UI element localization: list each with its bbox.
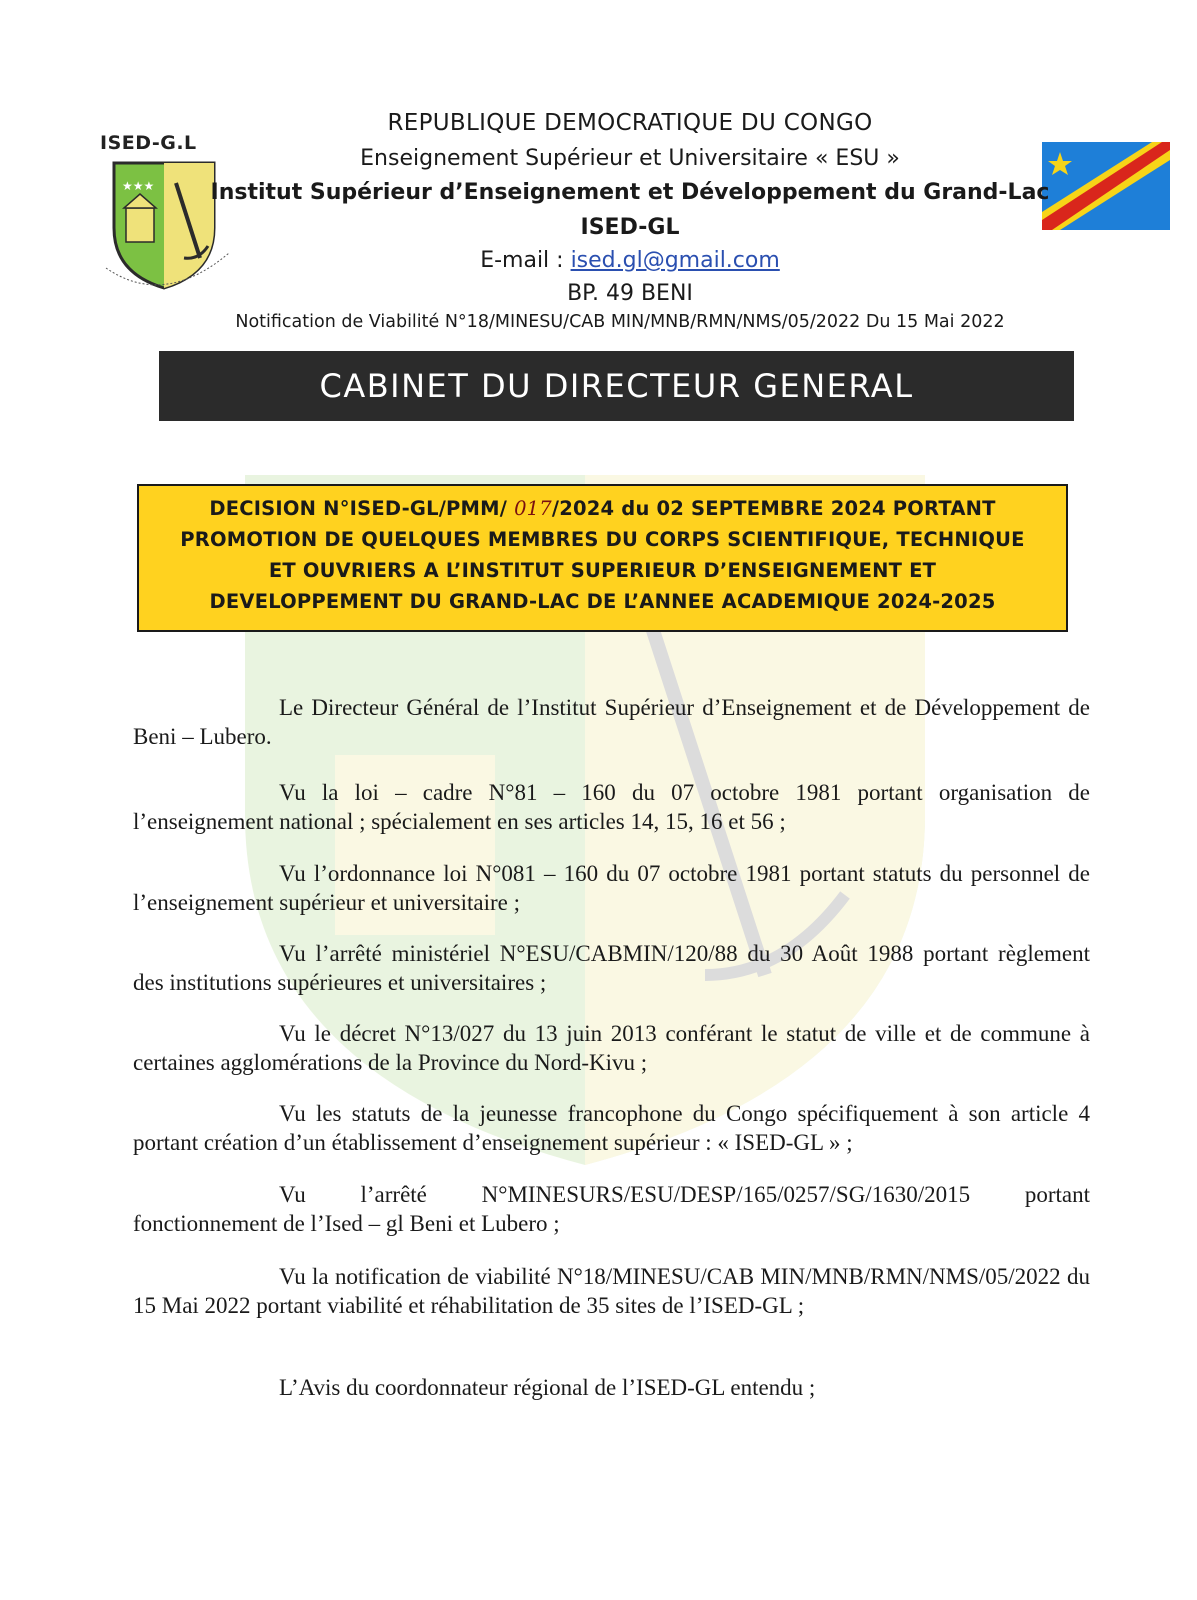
- handwritten-number: 017: [514, 497, 552, 520]
- paragraph-text: Vu l’arrêté ministériel N°ESU/CABMIN/120/88 du 30 Août 1988 portant règlement des institutions supérieures et universitaires ;: [133, 941, 1090, 995]
- postal-box: BP. 49 BENI: [567, 281, 693, 306]
- paragraph-text: Le Directeur Général de l’Institut Supérieur d’Enseignement et de Développement de Beni – Lubero.: [133, 695, 1090, 749]
- decision-line-4: DEVELOPPEMENT DU GRAND-LAC DE L’ANNEE ACADEMIQUE 2024-2025: [209, 590, 996, 613]
- paragraph-arrete-ministeriel: [133, 939, 1090, 997]
- cabinet-banner: CABINET DU DIRECTEUR GENERAL: [159, 351, 1074, 421]
- paragraph-text: Vu la notification de viabilité N°18/MINESU/CAB MIN/MNB/RMN/NMS/05/2022 du 15 Mai 2022 portant viabilité et réhabilitation de 35 sites de l’ISED-GL ;: [133, 1264, 1090, 1318]
- paragraph-notification: [133, 1262, 1090, 1320]
- email-link[interactable]: ised.gl@gmail.com: [570, 248, 780, 273]
- decision-prefix: DECISION N°ISED-GL/PMM/: [209, 497, 515, 520]
- decision-line-2: PROMOTION DE QUELQUES MEMBRES DU CORPS SCIENTIFIQUE, TECHNIQUE: [180, 528, 1025, 551]
- paragraph-text: Vu la loi – cadre N°81 – 160 du 07 octobre 1981 portant organisation de l’enseignement national ; spécialement en ses articles 14, 15, 16 et 56 ;: [133, 780, 1090, 834]
- paragraph-text: Vu l’ordonnance loi N°081 – 160 du 07 octobre 1981 portant statuts du personnel de l’enseignement supérieur et universitaire ;: [133, 861, 1090, 915]
- paragraph-avis: [133, 1373, 1090, 1402]
- paragraph-text: Vu les statuts de la jeunesse francophone du Congo spécifiquement à son article 4 portant création d’un établissement d’enseignement supérieur : « ISED-GL » ;: [133, 1101, 1090, 1155]
- email-label: E-mail :: [480, 248, 571, 273]
- decision-title-box: [137, 484, 1068, 632]
- svg-text:★★★: ★★★: [122, 179, 155, 193]
- paragraph-ordonnance: [133, 859, 1090, 917]
- paragraph-decret: [133, 1019, 1090, 1077]
- institute-name: Institut Supérieur d’Enseignement et Développement du Grand-Lac: [210, 180, 1050, 205]
- paragraph-text: Vu l’arrêté N°MINESURS/ESU/DESP/165/0257/SG/1630/2015 portant fonctionnement de l’Ised – gl Beni et Lubero ;: [133, 1182, 1090, 1236]
- decision-line-3: ET OUVRIERS A L’INSTITUT SUPERIEUR D’ENSEIGNEMENT ET: [268, 559, 937, 582]
- paragraph-arrete: [133, 1180, 1090, 1238]
- viability-notification: Notification de Viabilité N°18/MINESU/CAB MIN/MNB/RMN/NMS/05/2022 Du 15 Mai 2022: [235, 312, 1005, 332]
- ministry-title: Enseignement Supérieur et Universitaire « ESU »: [360, 146, 900, 171]
- decision-line-1: [139, 493, 1066, 524]
- logo-title: ISED-G.L: [100, 132, 197, 154]
- paragraph-text: L’Avis du coordonnateur régional de l’ISED-GL entendu ;: [279, 1375, 816, 1400]
- paragraph-loi-cadre: [133, 778, 1090, 836]
- email-line: [170, 248, 1090, 273]
- paragraph-statuts: [133, 1099, 1090, 1157]
- republic-title: REPUBLIQUE DEMOCRATIQUE DU CONGO: [387, 110, 873, 136]
- decision-suffix: /2024 du 02 SEPTEMBRE 2024 PORTANT: [551, 497, 996, 520]
- institute-acronym: ISED-GL: [580, 215, 680, 240]
- paragraph-text: Vu le décret N°13/027 du 13 juin 2013 conférant le statut de ville et de commune à certaines agglomérations de la Province du Nord-Kivu ;: [133, 1021, 1090, 1075]
- paragraph-director: [133, 693, 1090, 751]
